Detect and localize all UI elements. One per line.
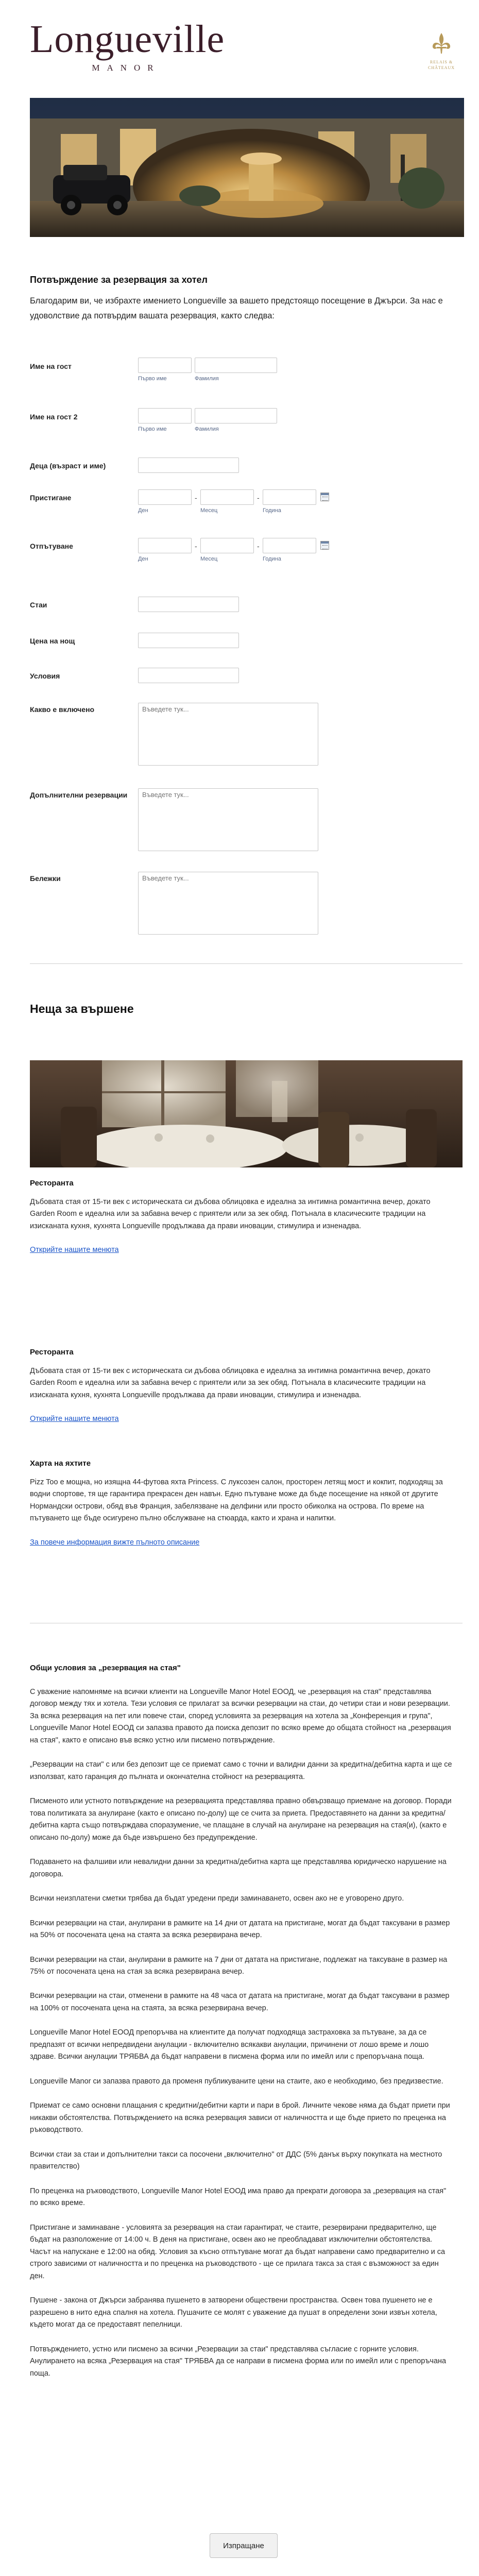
arrival-separator-2: -	[257, 494, 260, 502]
terms-paragraph: Longueville Manor си запазва правото да променя публикуваните цени на стаите, ако е необходимо, без предизвестие.	[30, 2077, 443, 2086]
notes-textarea[interactable]	[138, 872, 318, 935]
restaurant-card-2	[30, 1347, 452, 1425]
divider	[30, 963, 463, 964]
restaurant-photo	[30, 1060, 463, 1167]
restaurant-card-2-menu-link[interactable]: Открийте нашите менюта	[30, 1415, 119, 1423]
guest-last-name-sublabel: Фамилия	[195, 376, 219, 382]
departure-row	[30, 538, 463, 569]
arrival-day-input[interactable]	[138, 489, 192, 505]
guest-name-row	[30, 358, 463, 388]
rooms-row	[30, 597, 463, 615]
included-row	[30, 703, 463, 767]
terms-paragraph: Всички резервации на стаи, анулирани в рамките на 7 дни от датата на пристигане, подлежат на таксуване в размер на 75% от посочената цена на стая за всяка резервирана вечер.	[30, 1955, 448, 1976]
children-row	[30, 457, 463, 478]
guest-2-last-name-field	[195, 408, 277, 434]
departure-month-sublabel: Месец	[200, 556, 218, 562]
price-row	[30, 633, 463, 651]
restaurant-card-1	[30, 1178, 452, 1256]
guest-last-name-field	[195, 358, 277, 383]
yacht-charter-title: Харта на яхтите	[30, 1459, 91, 1468]
hero-image-manor-courtyard	[30, 98, 464, 237]
header	[0, 0, 479, 98]
terms-paragraph: Пристигане и заминаване - условията за резервация на стаи гарантират, че стаите, резервирани предварително, ще бъдат на разположение от 14:00 ч. В деня на пристигане, освен ако не преобладават изключителни обстоятелства. Часът на напускане е 12:00 на обяд. Условия за късно отпътуване могат да бъдат направени само предварително и са строго зависими от наличността и по преценка на ръководството - ще се прилага такса за стая с възможност за един ден.	[30, 2223, 446, 2280]
departure-separator-2: -	[257, 542, 260, 550]
extra-bookings-textarea[interactable]	[138, 788, 318, 851]
departure-day-sublabel: Ден	[138, 556, 148, 562]
restaurant-card-2-title: Ресторанта	[30, 1348, 74, 1357]
terms-paragraph: Всички резервации на стаи, отменени в рамките на 48 часа от датата на пристигане, могат да бъдат таксувани в размер на 100% от посочената цена на стаята, за всяка резервирана вечер.	[30, 1992, 450, 2012]
guest-name-label: Име на гост	[30, 362, 72, 370]
extra-bookings-label: Допълнителни резервации	[30, 791, 128, 799]
arrival-day-field	[138, 489, 192, 515]
terms-section	[30, 1663, 452, 2392]
restaurant-card-1-title: Ресторанта	[30, 1179, 74, 1188]
price-input[interactable]	[138, 633, 239, 648]
departure-calendar-icon[interactable]	[320, 541, 329, 550]
arrival-calendar-icon[interactable]	[320, 493, 329, 501]
badge-text-line-2: CHÂTEAUX	[428, 65, 455, 70]
terms-paragraph: Приемат се само основни плащания с кредитни/дебитни карти и пари в брой. Личните чекове няма да бъдат приети при никакви обстоятелства. Потвърждението на всяка резервация зависи от наличността и ще бъде прието по преценка на ръководството.	[30, 2102, 450, 2134]
arrival-day-sublabel: Ден	[138, 507, 148, 514]
guest-first-name-sublabel: Първо име	[138, 376, 167, 382]
restaurant-card-1-menu-link[interactable]: Открийте нашите менюта	[30, 1246, 119, 1255]
arrival-separator-1: -	[195, 494, 197, 502]
departure-year-input[interactable]	[263, 538, 316, 553]
arrival-month-input[interactable]	[200, 489, 254, 505]
form-title: Потвърждение за резервация за хотел	[30, 275, 208, 285]
fleur-de-lis-icon	[430, 32, 453, 56]
notes-label: Бележки	[30, 874, 61, 883]
restaurant-card-1-text: Дъбовата стая от 15-ти век с историческата си дъбова облицовка е идеална за интимна романтична вечер, докато Garden Room е идеална или за забавна вечер с приятели или за зек обяд. Потънала в класическите традиции на изисканата кухня, кухнята Longueville продължава да прави иновации, стимулира и изненадва.	[30, 1197, 431, 1230]
guest-2-first-name-field	[138, 408, 192, 434]
restaurant-card-2-text: Дъбовата стая от 15-ти век с историческата си дъбова облицовка е идеална за интимна романтична вечер, докато Garden Room е идеална или за забавна вечер с приятели или за зек обяд. Потънала в класическите традиции на изисканата кухня, кухнята Longueville продължава да прави иновации, стимулира и изненадва.	[30, 1366, 431, 1399]
form-intro	[30, 273, 452, 324]
guest-last-name-input[interactable]	[195, 358, 277, 373]
departure-year-field	[263, 538, 316, 564]
terms-paragraph: По преценка на ръководството, Longueville Manor Hotel ЕООД има право да прекрати договора за „резервация на стая" по всяко време.	[30, 2187, 447, 2208]
notes-row	[30, 872, 463, 936]
departure-year-sublabel: Година	[263, 556, 281, 562]
terms-title: Общи условия за „резервация на стая"	[30, 1664, 181, 1672]
children-label: Деца (възраст и име)	[30, 462, 106, 470]
arrival-row	[30, 489, 463, 520]
submit-button[interactable]: Изпращане	[210, 2533, 278, 2558]
conditions-row	[30, 668, 463, 686]
yacht-charter-text: Pizz Too е мощна, но изящна 44-футова яхта Princess. С луксозен салон, просторен летящ мост и кокпит, подходящ за водни спортове, тя ще гарантира прекрасен ден навън. Едно пътуване може да бъде посещение на някой от другите Нормандски острови, обяд във Франция, забелязване на делфини или просто обиколка на острова. По време на пътуването ще бъде осигурено пълно обслужване на стюарда, както и храна и напитки.	[30, 1478, 443, 1523]
terms-paragraph: Всички резервации на стаи, анулирани в рамките на 14 дни от датата на пристигане, могат да бъдат таксувани в размер на 50% от посочената цена на стаята за всяка резервирана вечер.	[30, 1919, 450, 1940]
guest-2-first-name-sublabel: Първо име	[138, 426, 167, 432]
guest-2-last-name-sublabel: Фамилия	[195, 426, 219, 432]
form-intro-text: Благодарим ви, че избрахте имението Longueville за вашето предстоящо посещение в Джърси. За нас е удоволствие да потвърдим вашата резервация, както следва:	[30, 296, 443, 320]
terms-paragraph: Пушене - закона от Джърси забранява пушенето в затворени обществени пространства. Освен това пушенето не е разрешено в нито една спалня на хотела. Пушачите се молят с уважение да пушат в определени зони извън хотела, където могат да се предоставят пепелници.	[30, 2296, 437, 2329]
guest-first-name-field	[138, 358, 192, 383]
terms-paragraph: „Резервации на стаи" с или без депозит ще се приемат само с точни и валидни данни за кредитна/дебитна карта и ще се използват, като гаранция до пълната и окончателна стойност на резервацията.	[30, 1760, 452, 1781]
yacht-charter-link[interactable]: За повече информация вижте пълното описание	[30, 1538, 200, 1547]
logo	[30, 18, 225, 75]
logo-main-text: Longueville	[30, 18, 225, 61]
guest-name-2-row	[30, 408, 463, 439]
terms-paragraph: Потвърждението, устно или писмено за всички „Резервации за стаи" представлява съгласие с горните условия. Анулирането на всяка „Резервация на стая" ТРЯБВА да се направи в писмена форма или по имейл или с препоръчана поща.	[30, 2345, 447, 2378]
departure-month-field	[200, 538, 254, 564]
departure-label: Отпътуване	[30, 542, 73, 550]
guest-2-first-name-input[interactable]	[138, 408, 192, 423]
included-label: Какво е включено	[30, 705, 95, 714]
arrival-month-field	[200, 489, 254, 515]
terms-paragraph: Всички неизплатени сметки трябва да бъдат уредени преди заминаването, освен ако не е уговорено друго.	[30, 1894, 404, 1903]
arrival-year-input[interactable]	[263, 489, 316, 505]
guest-first-name-input[interactable]	[138, 358, 192, 373]
yacht-charter-card	[30, 1458, 452, 1548]
conditions-label: Условия	[30, 672, 60, 680]
conditions-input[interactable]	[138, 668, 239, 683]
rooms-input[interactable]	[138, 597, 239, 612]
terms-paragraph: Писменото или устното потвърждение на резервацията представлява правно обвързващо приемане на договор. Поради това политиката за анулиране (както е описано по-долу) ще се счита за приета. Предоставянето на данни за кредитна/дебитна карта също потвърждава споразумение, че плащане в случай на анулиране на резервация на стая(и), (както е описано по-долу) може да бъде извършено без предупреждение.	[30, 1797, 452, 1842]
terms-paragraph: С уважение напомняме на всички клиенти на Longueville Manor Hotel ЕООД, че „резервация на стая" представлява договор между тях и хотела. Тези условия се прилагат за всички резервации на стаи, до четири стаи и нови резервации. За всяка резервация на пет или повече стаи, според условията за резервация на хотела за „Конференция и група", Longueville Manor Hotel ЕООД си запазва правото да поиска депозит по всяко време до общата стойност на „резервация на стая", както е описано във всяко устно или писмено потвърждение.	[30, 1687, 451, 1744]
extra-bookings-row	[30, 788, 463, 852]
guest-name-2-label: Име на гост 2	[30, 413, 78, 421]
departure-month-input[interactable]	[200, 538, 254, 553]
logo-sub-text: MANOR	[92, 63, 161, 73]
children-input[interactable]	[138, 457, 239, 473]
terms-paragraph: Подаването на фалшиви или невалидни данни за кредитна/дебитна карта ще представлява юридическо нарушение на договора.	[30, 1858, 447, 1878]
relais-chateaux-badge	[423, 32, 459, 70]
price-label: Цена на нощ	[30, 637, 75, 645]
rooms-label: Стаи	[30, 601, 47, 609]
included-textarea[interactable]	[138, 703, 318, 766]
terms-paragraph: Longueville Manor Hotel ЕООД препоръчва на клиентите да получат подходяща застраховка за пътуване, за да се предпазят от всички непредвидени анулации - включително всякакви анулации, причинени от лошо време и лошо здраве. Всички анулации ТРЯБВА да бъдат направени в писмена форма или по имейл или с препоръчана поща.	[30, 2028, 429, 2061]
departure-day-field	[138, 538, 192, 564]
guest-2-last-name-input[interactable]	[195, 408, 277, 423]
arrival-year-sublabel: Година	[263, 507, 281, 514]
terms-paragraph: Всички стаи за стаи и допълнителни такси са посочени „включително" от ДДС (5% данък върху покупката на местното правителство)	[30, 2150, 442, 2171]
departure-separator-1: -	[195, 542, 197, 550]
arrival-label: Пристигане	[30, 494, 72, 502]
arrival-month-sublabel: Месец	[200, 507, 218, 514]
things-to-do-title: Неща за вършене	[30, 1002, 134, 1015]
badge-text-line-1: RELAIS &	[430, 59, 453, 64]
arrival-year-field	[263, 489, 316, 515]
departure-day-input[interactable]	[138, 538, 192, 553]
